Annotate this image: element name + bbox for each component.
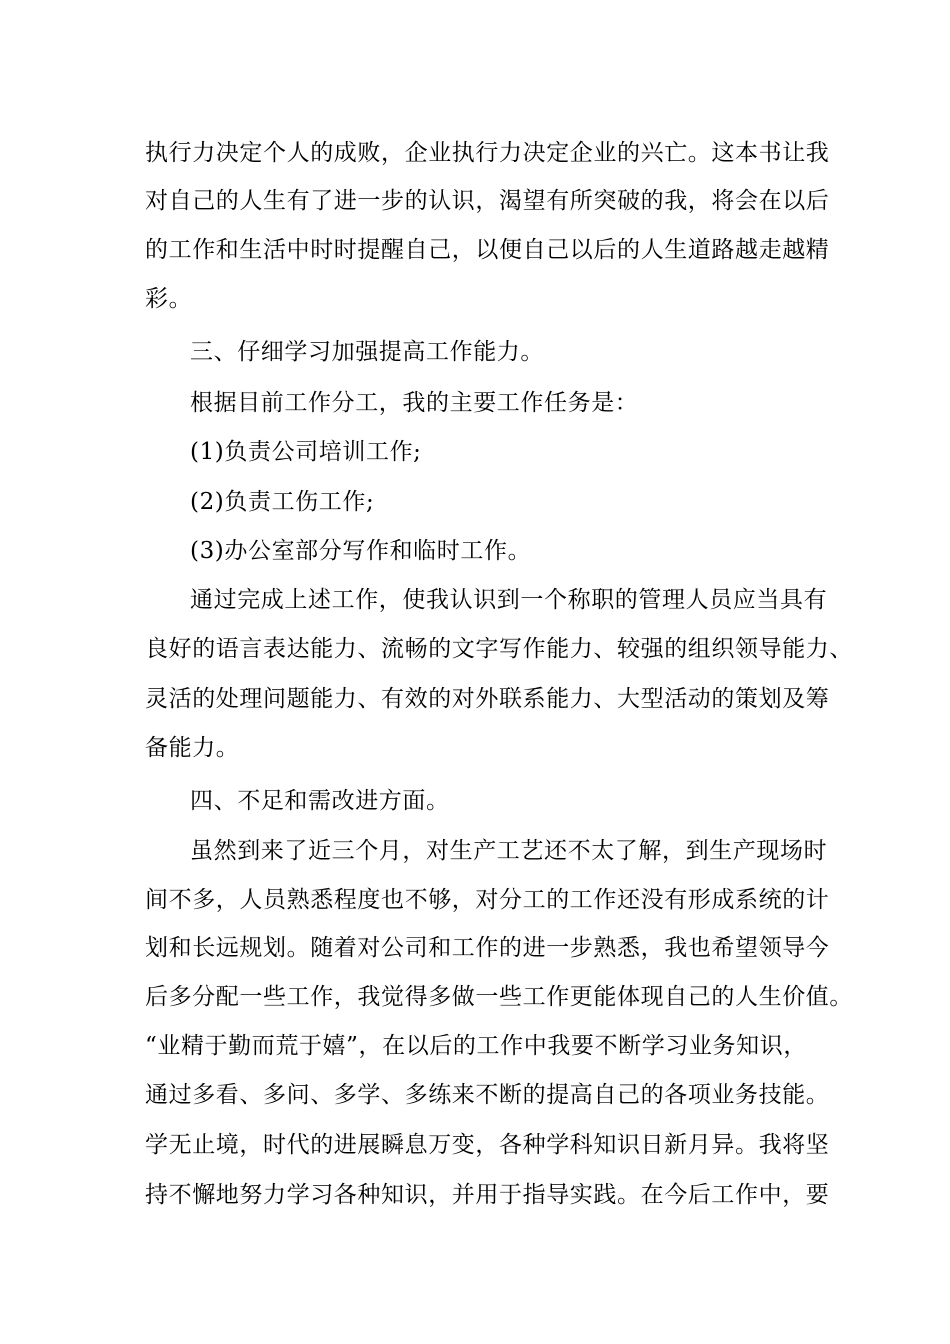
text-line: 对自己的人生有了进一步的认识，渴望有所突破的我，将会在以后 bbox=[145, 188, 830, 214]
text-line: 灵活的处理问题能力、有效的对外联系能力、大型活动的策划及筹 bbox=[145, 686, 830, 712]
text-line: 执行力决定个人的成败，企业执行力决定企业的兴亡。这本书让我 bbox=[145, 140, 830, 166]
text-line: 彩。 bbox=[145, 286, 193, 312]
text-line: 备能力。 bbox=[145, 735, 240, 761]
text-line: 虽然到来了近三个月，对生产工艺还不太了解，到生产现场时 bbox=[190, 838, 828, 864]
section-heading: 四、不足和需改进方面。 bbox=[190, 788, 450, 814]
text-line: 后多分配一些工作，我觉得多做一些工作更能体现自己的人生价值。 bbox=[145, 984, 853, 1010]
text-line: 间不多，人员熟悉程度也不够，对分工的工作还没有形成系统的计 bbox=[145, 887, 830, 913]
list-item: (3)办公室部分写作和临时工作。 bbox=[190, 538, 532, 564]
text-line: 通过多看、多问、多学、多练来不断的提高自己的各项业务技能。 bbox=[145, 1082, 830, 1108]
text-line: 根据目前工作分工，我的主要工作任务是： bbox=[190, 390, 639, 416]
text-line: 良好的语言表达能力、流畅的文字写作能力、较强的组织领导能力、 bbox=[145, 636, 853, 662]
list-item: (1)负责公司培训工作; bbox=[190, 439, 422, 465]
text-line: “业精于勤而荒于嬉”，在以后的工作中我要不断学习业务知识， bbox=[145, 1033, 807, 1059]
text-line: 持不懈地努力学习各种知识，并用于指导实践。在今后工作中，要 bbox=[145, 1182, 830, 1208]
section-heading: 三、仔细学习加强提高工作能力。 bbox=[190, 339, 544, 365]
list-item: (2)负责工伤工作; bbox=[190, 489, 375, 515]
text-line: 划和长远规划。随着对公司和工作的进一步熟悉，我也希望领导今 bbox=[145, 935, 830, 961]
text-line: 通过完成上述工作，使我认识到一个称职的管理人员应当具有 bbox=[190, 587, 828, 613]
text-line: 学无止境，时代的进展瞬息万变，各种学科知识日新月异。我将坚 bbox=[145, 1132, 830, 1158]
text-line: 的工作和生活中时时提醒自己，以便自己以后的人生道路越走越精 bbox=[145, 237, 830, 263]
